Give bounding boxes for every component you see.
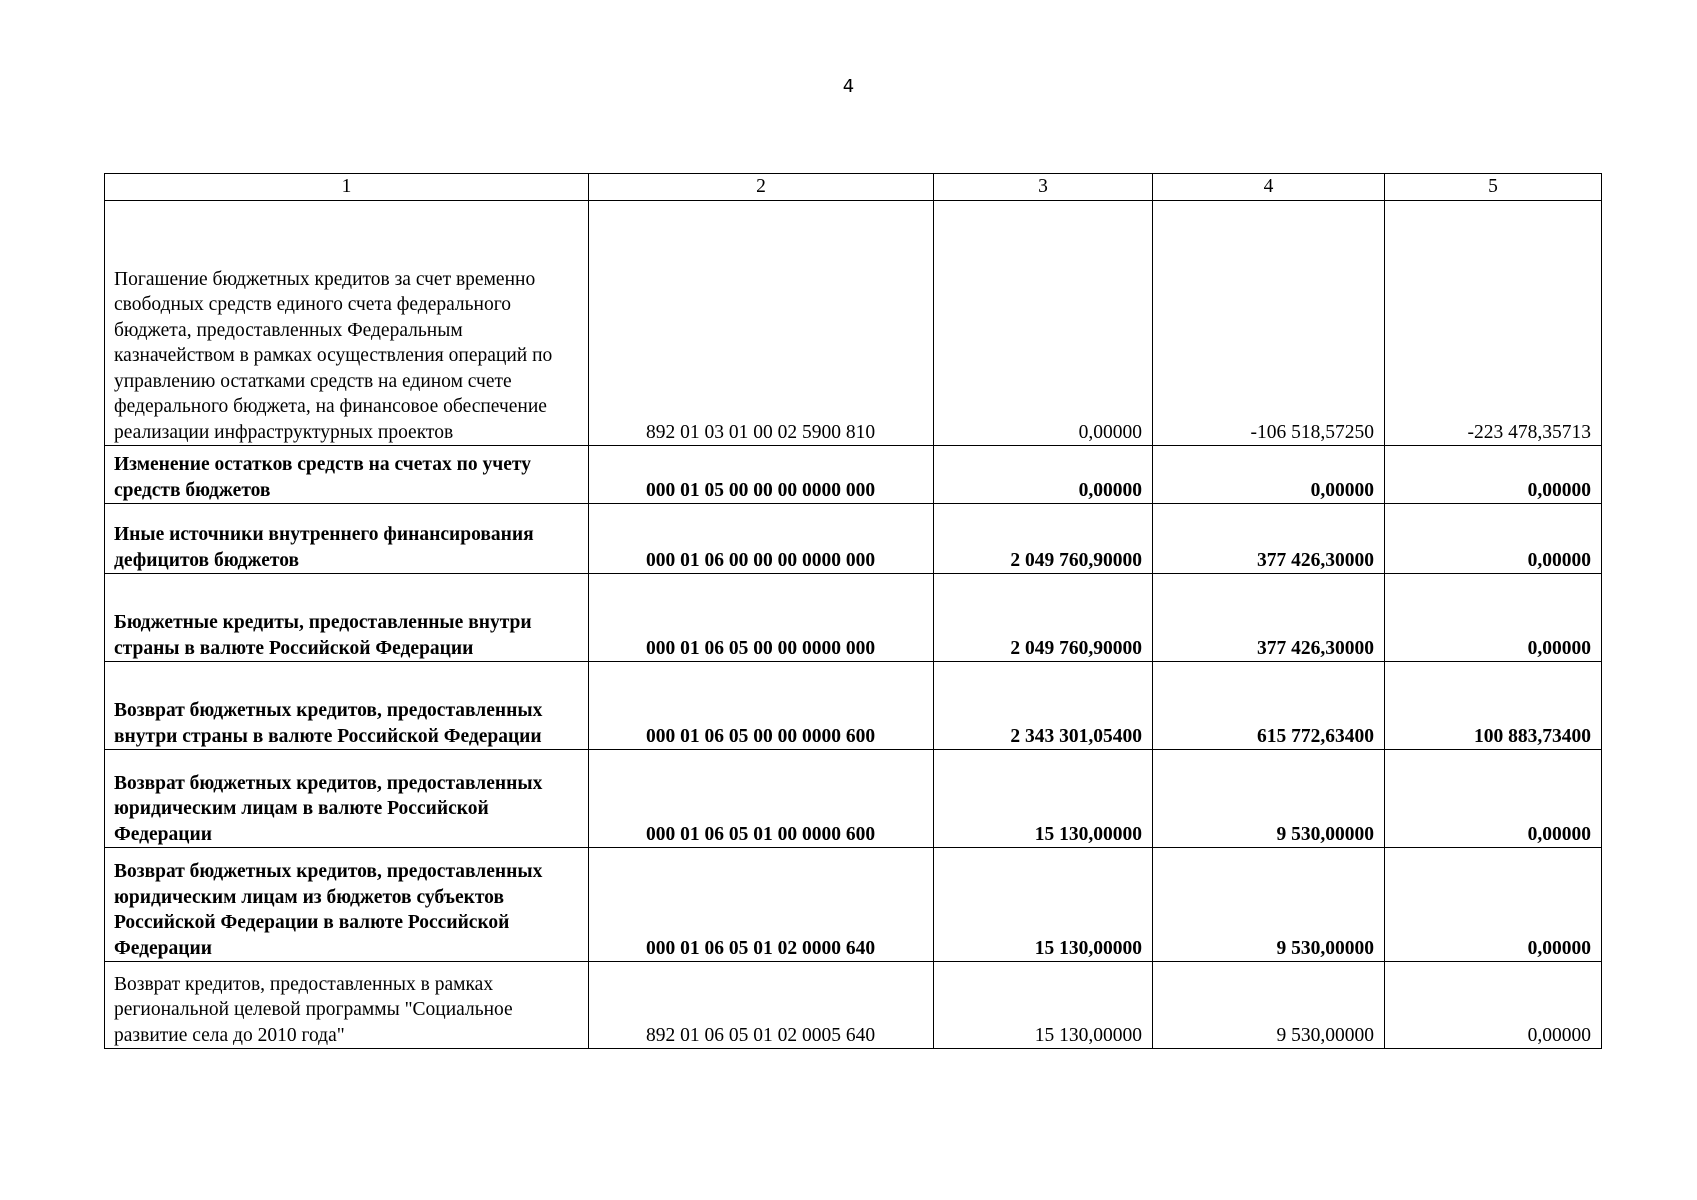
row-name: Иные источники внутреннего финансирования дефицитов бюджетов <box>105 504 589 574</box>
row-value-col4: 0,00000 <box>1153 446 1385 504</box>
row-value-col5: 0,00000 <box>1385 848 1602 962</box>
row-name: Погашение бюджетных кредитов за счет временно свободных средств единого счета федерального бюджета, предоставленных Федеральным казначейством в рамках осуществления операций по управлению остатками средств на едином счете федерального бюджета, на финансовое обеспечение реализации инфраструктурных проектов <box>105 201 589 446</box>
row-value-col3: 2 049 760,90000 <box>934 504 1153 574</box>
row-code: 000 01 06 05 00 00 0000 600 <box>589 662 934 750</box>
row-code: 892 01 03 01 00 02 5900 810 <box>589 201 934 446</box>
row-value-col3: 15 130,00000 <box>934 750 1153 848</box>
row-code: 000 01 06 05 01 02 0000 640 <box>589 848 934 962</box>
row-value-col4: 9 530,00000 <box>1153 848 1385 962</box>
sources-financing-table <box>104 173 1602 1049</box>
row-code: 000 01 06 00 00 00 0000 000 <box>589 504 934 574</box>
page-number: 4 <box>842 76 855 97</box>
row-value-col4: 615 772,63400 <box>1153 662 1385 750</box>
table-row <box>105 574 1602 662</box>
column-number-5: 5 <box>1385 174 1602 201</box>
row-code: 000 01 05 00 00 00 0000 000 <box>589 446 934 504</box>
column-number-row <box>105 174 1602 201</box>
column-number-1: 1 <box>105 174 589 201</box>
row-value-col5: 0,00000 <box>1385 750 1602 848</box>
row-value-col4: 377 426,30000 <box>1153 574 1385 662</box>
row-value-col4: 9 530,00000 <box>1153 750 1385 848</box>
table-row <box>105 848 1602 962</box>
row-value-col3: 15 130,00000 <box>934 962 1153 1049</box>
row-value-col5: 0,00000 <box>1385 574 1602 662</box>
row-value-col3: 2 049 760,90000 <box>934 574 1153 662</box>
row-value-col4: -106 518,57250 <box>1153 201 1385 446</box>
row-name: Возврат бюджетных кредитов, предоставленных внутри страны в валюте Российской Федерации <box>105 662 589 750</box>
row-value-col5: 0,00000 <box>1385 504 1602 574</box>
row-name: Возврат бюджетных кредитов, предоставленных юридическим лицам в валюте Российской Федерации <box>105 750 589 848</box>
column-number-2: 2 <box>589 174 934 201</box>
row-value-col3: 0,00000 <box>934 201 1153 446</box>
row-name: Возврат кредитов, предоставленных в рамках региональной целевой программы "Социальное развитие села до 2010 года" <box>105 962 589 1049</box>
column-number-4: 4 <box>1153 174 1385 201</box>
table-row <box>105 750 1602 848</box>
row-code: 000 01 06 05 00 00 0000 000 <box>589 574 934 662</box>
row-name: Изменение остатков средств на счетах по учету средств бюджетов <box>105 446 589 504</box>
row-value-col4: 9 530,00000 <box>1153 962 1385 1049</box>
row-value-col5: 0,00000 <box>1385 446 1602 504</box>
row-value-col3: 0,00000 <box>934 446 1153 504</box>
row-value-col4: 377 426,30000 <box>1153 504 1385 574</box>
row-value-col5: 0,00000 <box>1385 962 1602 1049</box>
row-value-col3: 15 130,00000 <box>934 848 1153 962</box>
row-value-col5: -223 478,35713 <box>1385 201 1602 446</box>
table-row <box>105 201 1602 446</box>
row-name: Возврат бюджетных кредитов, предоставленных юридическим лицам из бюджетов субъектов Российской Федерации в валюте Российской Федерации <box>105 848 589 962</box>
table-row <box>105 962 1602 1049</box>
row-value-col5: 100 883,73400 <box>1385 662 1602 750</box>
table-row <box>105 446 1602 504</box>
row-code: 892 01 06 05 01 02 0005 640 <box>589 962 934 1049</box>
table-row <box>105 504 1602 574</box>
column-number-3: 3 <box>934 174 1153 201</box>
row-code: 000 01 06 05 01 00 0000 600 <box>589 750 934 848</box>
row-name: Бюджетные кредиты, предоставленные внутри страны в валюте Российской Федерации <box>105 574 589 662</box>
row-value-col3: 2 343 301,05400 <box>934 662 1153 750</box>
table-row <box>105 662 1602 750</box>
